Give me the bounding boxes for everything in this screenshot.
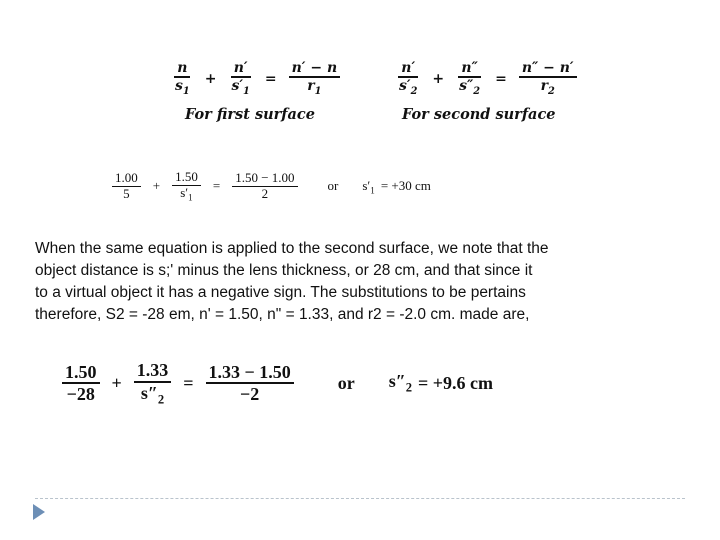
denominator: $s'_1$ (231, 78, 250, 97)
numerator: n″ − n′ (519, 60, 577, 78)
second-surface-caption: For second surface (402, 106, 556, 123)
equals-sign: = (212, 178, 221, 194)
plus-sign: + (111, 372, 122, 393)
fraction-rhs-over-r2 (519, 60, 577, 97)
fraction-nprime-over-s2prime (396, 60, 420, 97)
numerator: 1.50 − 1.00 (232, 171, 297, 187)
numerator: 1.33 (134, 360, 172, 383)
fraction-n-over-s1 (172, 60, 193, 97)
first-surface-equation (168, 60, 344, 97)
denominator: $s'_2$ (399, 78, 418, 97)
denominator: −28 (66, 384, 95, 405)
fraction-nprime-over-s1prime (228, 60, 252, 97)
numerator: n′ − n (289, 60, 341, 78)
denominator: $r_1$ (307, 78, 322, 97)
numerator: 1.00 (112, 171, 141, 187)
fraction-150-over-minus28 (62, 362, 100, 405)
fraction-rhs-over-r1 (289, 60, 341, 97)
equals-sign: = (183, 372, 194, 393)
second-surface-equation (392, 60, 581, 97)
numerator: n″ (458, 60, 480, 78)
equals-sign: = (495, 70, 507, 87)
denominator: 2 (261, 185, 269, 201)
fraction-1-over-5 (112, 171, 141, 202)
result-variable: $s''_2$ (388, 371, 413, 395)
numerator: 1.50 (172, 170, 201, 186)
paragraph-line: When the same equation is applied to the second surface, we note that the (35, 240, 549, 257)
second-surface-numeric-equation (58, 360, 493, 407)
numerator: 1.33 − 1.50 (206, 362, 294, 385)
result-value: = +30 cm (380, 178, 431, 194)
or-word: or (327, 178, 339, 194)
fraction-difference-over-2 (232, 171, 297, 202)
paragraph-line: object distance is s;' minus the lens thickness, or 28 cm, and that since it (35, 262, 533, 279)
equals-sign: = (264, 70, 277, 87)
paragraph-line: to a virtual object it has a negative sign. The substitutions to be pertains (35, 284, 526, 301)
denominator: $s''_2$ (459, 78, 481, 97)
denominator: $s''_2$ (140, 382, 165, 407)
fraction-difference-over-minus2 (206, 362, 294, 405)
triangle-bullet-icon (33, 504, 45, 520)
first-surface-caption: For first surface (185, 106, 315, 123)
fraction-ndoubleprime-over-s2doubleprime (456, 60, 483, 97)
denominator: $r_2$ (540, 78, 555, 97)
fraction-133-over-s2doubleprime (134, 360, 172, 407)
denominator: −2 (240, 384, 260, 405)
numerator: n′ (398, 60, 418, 78)
fraction-150-over-s1prime (172, 170, 201, 203)
explanation-paragraph (35, 238, 675, 326)
result-variable: $s'_1$ (362, 177, 375, 196)
dashed-divider (35, 498, 685, 499)
denominator: $s_1$ (175, 78, 190, 97)
or-word: or (337, 372, 355, 393)
numerator: 1.50 (62, 362, 100, 385)
numerator: n′ (231, 60, 251, 78)
result-value: = +9.6 cm (418, 372, 494, 393)
numerator: n (174, 60, 190, 78)
paragraph-line: therefore, S2 = -28 em, n' = 1.50, n" = 1.33, and r2 = -2.0 cm. made are, (35, 306, 530, 323)
plus-sign: + (432, 70, 445, 87)
plus-sign: + (152, 178, 161, 194)
first-surface-numeric-equation (108, 170, 431, 203)
plus-sign: + (204, 70, 217, 87)
denominator: 5 (123, 185, 130, 201)
denominator: $s'_1$ (180, 184, 193, 203)
